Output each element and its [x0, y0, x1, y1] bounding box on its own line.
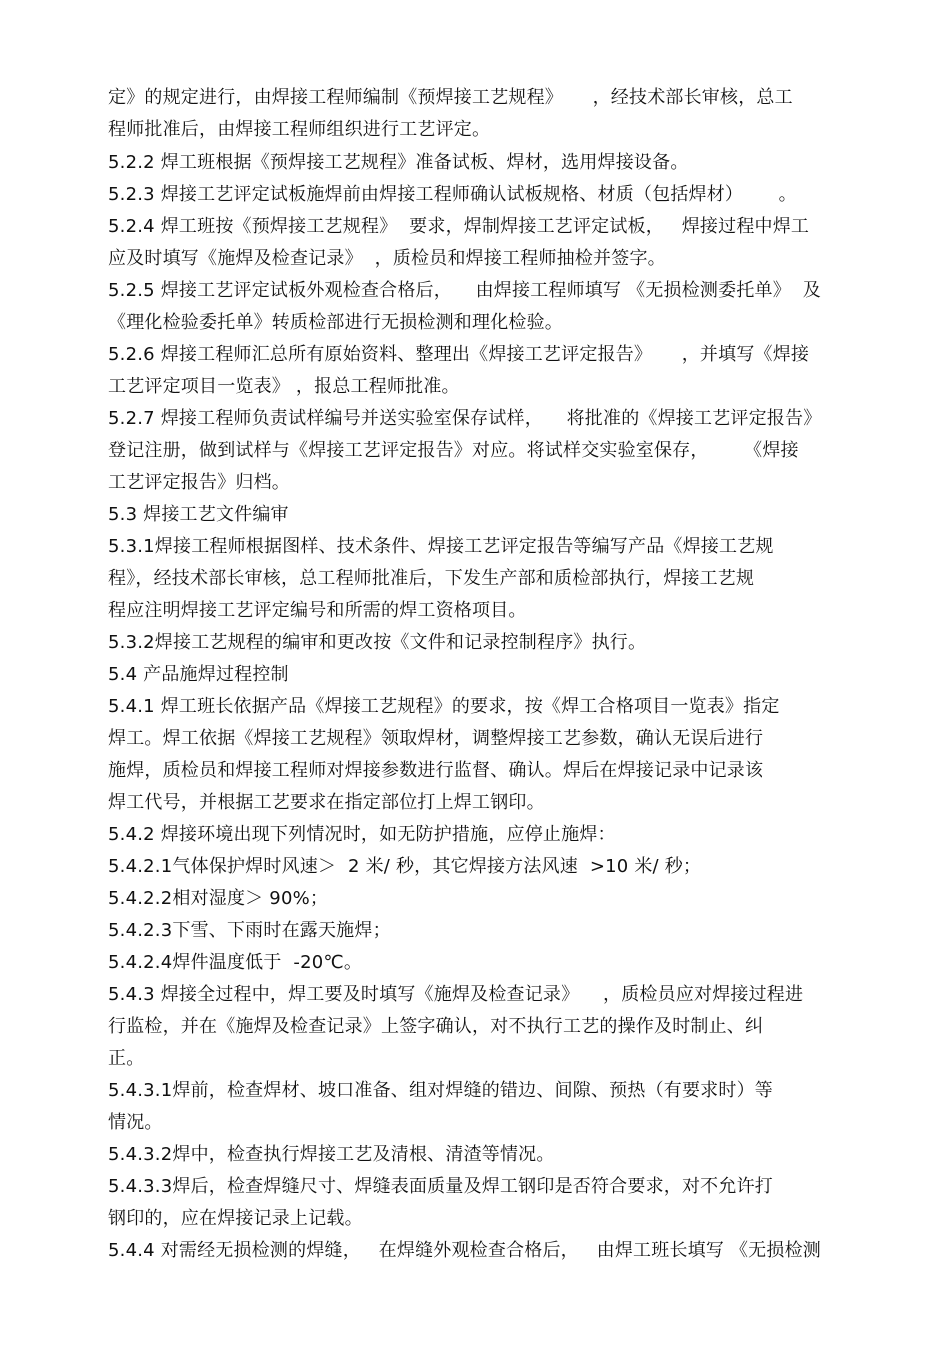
- text-line: 5.4.1 焊工班长依据产品《焊接工艺规程》的要求，按《焊工合格项目一览表》指定: [108, 696, 780, 717]
- text-line: 程应注明焊接工艺评定编号和所需的焊工资格项目。: [108, 600, 527, 621]
- text-line: 钢印的，应在焊接记录上记载。: [108, 1208, 363, 1229]
- text-line: 定》的规定进行，由焊接工程师编制《预焊接工艺规程》 ，经技术部长审核，总工: [108, 87, 793, 108]
- text-line: 5.3.1焊接工程师根据图样、技术条件、焊接工艺评定报告等编写产品《焊接工艺规: [108, 536, 774, 557]
- text-line: 焊工。焊工依据《焊接工艺规程》领取焊材，调整焊接工艺参数，确认无误后进行: [108, 728, 764, 749]
- text-line: 5.4.3.1焊前，检查焊材、坡口准备、组对焊缝的错边、间隙、预热（有要求时）等: [108, 1080, 773, 1101]
- text-line: 程》，经技术部长审核，总工程师批准后，下发生产部和质检部执行，焊接工艺规: [108, 568, 755, 589]
- text-line: 5.3.2焊接工艺规程的编审和更改按《文件和记录控制程序》执行。: [108, 632, 647, 653]
- text-line: 5.4.4 对需经无损检测的焊缝， 在焊缝外观检查合格后， 由焊工班长填写 《无损检测: [108, 1240, 821, 1261]
- text-line: 5.4.3 焊接全过程中，焊工要及时填写《施焊及检查记录》 ，质检员应对焊接过程进: [108, 984, 804, 1005]
- text-line: 5.2.5 焊接工艺评定试板外观检查合格后， 由焊接工程师填写 《无损检测委托单》 及: [108, 280, 821, 301]
- text-line: 程师批准后，由焊接工程师组织进行工艺评定。: [108, 119, 491, 140]
- text-line: 5.4.2.4焊件温度低于 -20℃。: [108, 952, 363, 973]
- text-line: 5.2.7 焊接工程师负责试样编号并送实验室保存试样， 将批准的《焊接工艺评定报告》: [108, 408, 822, 429]
- text-line: 5.2.3 焊接工艺评定试板施焊前由焊接工程师确认试板规格、材质（包括焊材） 。: [108, 184, 797, 205]
- text-line: 5.4.2.2相对湿度＞ 90%；: [108, 888, 329, 909]
- text-line: 5.4.2.3下雪、下雨时在露天施焊；: [108, 920, 391, 941]
- text-line: 情况。: [108, 1112, 163, 1133]
- text-line: 5.4.2.1气体保护焊时风速＞ 2 米/ 秒，其它焊接方法风速 >10 米/ 秒；: [108, 856, 702, 877]
- text-line: 5.2.4 焊工班按《预焊接工艺规程》 要求，焊制焊接工艺评定试板， 焊接过程中焊工: [108, 216, 810, 237]
- text-line: 焊工代号，并根据工艺要求在指定部位打上焊工钢印。: [108, 792, 545, 813]
- text-line: 正。: [108, 1048, 145, 1069]
- section-heading: 5.4 产品施焊过程控制: [108, 664, 289, 685]
- text-line: 登记注册，做到试样与《焊接工艺评定报告》对应。将试样交实验室保存， 《焊接: [108, 440, 799, 461]
- text-line: 工艺评定项目一览表》 ，报总工程师批准。: [108, 376, 460, 397]
- text-line: 施焊，质检员和焊接工程师对焊接参数进行监督、确认。焊后在焊接记录中记录该: [108, 760, 764, 781]
- text-line: 5.2.2 焊工班根据《预焊接工艺规程》准备试板、焊材，选用焊接设备。: [108, 152, 689, 173]
- text-line: 《理化检验委托单》转质检部进行无损检测和理化检验。: [108, 312, 563, 333]
- text-line: 5.4.3.2焊中，检查执行焊接工艺及清根、清渣等情况。: [108, 1144, 555, 1165]
- text-line: 5.4.3.3焊后，检查焊缝尺寸、焊缝表面质量及焊工钢印是否符合要求，对不允许打: [108, 1176, 773, 1197]
- text-line: 应及时填写《施焊及检查记录》 ，质检员和焊接工程师抽检并签字。: [108, 248, 666, 269]
- text-line: 5.4.2 焊接环境出现下列情况时，如无防护措施，应停止施焊：: [108, 824, 616, 845]
- text-line: 5.2.6 焊接工程师汇总所有原始资料、整理出《焊接工艺评定报告》 ，并填写《焊接: [108, 344, 810, 365]
- section-heading: 5.3 焊接工艺文件编审: [108, 504, 289, 525]
- text-line: 工艺评定报告》归档。: [108, 472, 290, 493]
- text-line: 行监检，并在《施焊及检查记录》上签字确认，对不执行工艺的操作及时制止、纠: [108, 1016, 764, 1037]
